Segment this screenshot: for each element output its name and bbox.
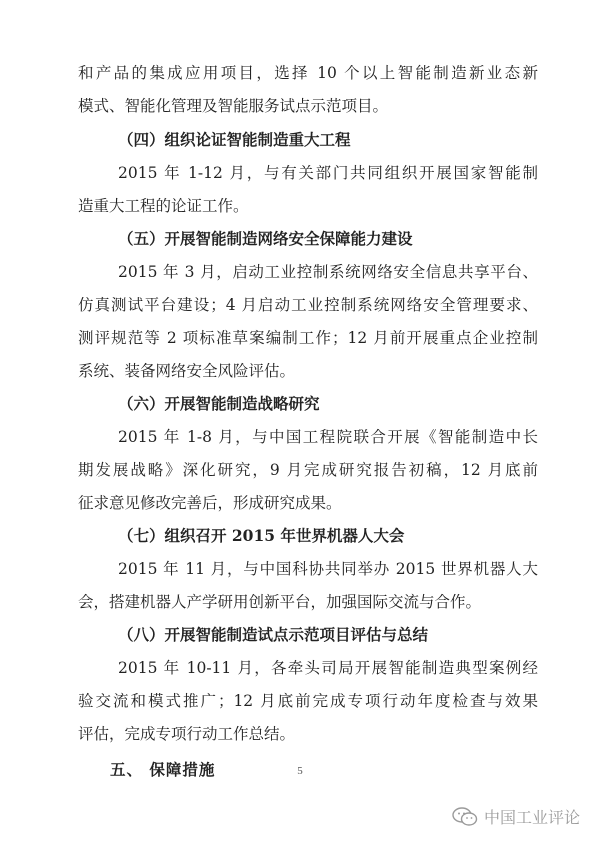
body-line: 2015 年 1-8 月，与中国工程院联合开展《智能制造中长 [118,428,538,446]
section-heading: （四）组织论证智能制造重大工程 [118,130,351,149]
body-line: 评估，完成专项行动工作总结。 [78,725,296,743]
section-heading: （五）开展智能制造网络安全保障能力建设 [118,229,413,248]
wechat-icon [452,807,478,827]
body-line: 2015 年 1-12 月，与有关部门共同组织开展国家智能制 [118,164,538,182]
section-heading: （七）组织召开 2015 年世界机器人大会 [118,526,405,545]
page-number: 5 [297,765,303,777]
body-line: 征求意见修改完善后，形成研究成果。 [78,494,342,512]
body-line: 2015 年 3 月，启动工业控制系统网络安全信息共享平台、 [118,263,538,281]
section-heading: （六）开展智能制造战略研究 [118,394,320,413]
body-line: 2015 年 11 月，与中国科协共同举办 2015 世界机器人大 [118,560,538,578]
body-line: 期发展战略》深化研究，9 月完成研究报告初稿，12 月底前 [78,461,538,479]
body-line: 测评规范等 2 项标准草案编制工作；12 月前开展重点企业控制 [78,329,538,347]
section-heading: （八）开展智能制造试点示范项目评估与总结 [118,625,429,644]
watermark-text: 中国工业评论 [484,808,581,827]
body-line: 仿真测试平台建设；4 月启动工业控制系统网络安全管理要求、 [78,296,538,314]
chapter-heading: 五、 保障措施 [110,760,216,779]
body-line: 会，搭建机器人产学研用创新平台，加强国际交流与合作。 [78,593,482,611]
body-line: 验交流和模式推广；12 月底前完成专项行动年度检查与效果 [78,692,538,710]
body-line: 2015 年 10-11 月，各牵头司局开展智能制造典型案例经 [118,659,538,677]
body-line: 系统、装备网络安全风险评估。 [78,362,296,380]
body-line: 造重大工程的论证工作。 [78,197,249,215]
watermark [452,805,580,828]
body-line: 和产品的集成应用项目，选择 10 个以上智能制造新业态新 [78,64,538,82]
body-line: 模式、智能化管理及智能服务试点示范项目。 [78,97,389,115]
